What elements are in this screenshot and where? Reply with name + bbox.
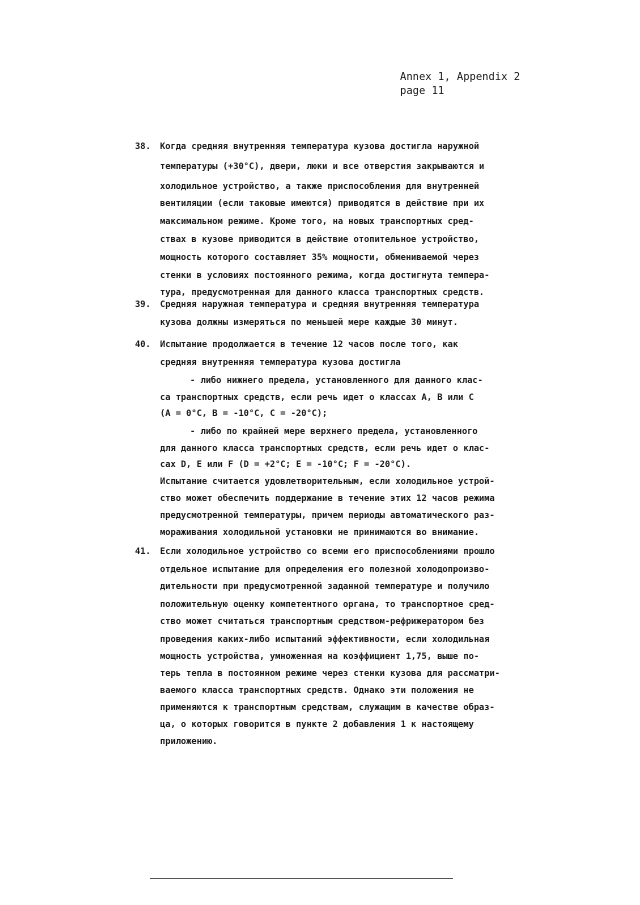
- paragraph-number: 41.: [135, 547, 151, 557]
- annex-reference: Annex 1, Appendix 2: [400, 71, 521, 83]
- paragraph-line: терь тепла в постоянном режиме через стенки кузова для рассматри-: [160, 669, 500, 679]
- paragraph-number: 39.: [135, 300, 151, 310]
- paragraph-line: мощность которого составляет 35% мощности, обмениваемой через: [160, 253, 480, 263]
- paragraph-line: ствах в кузове приводится в действие отопительное устройство,: [160, 235, 480, 245]
- paragraph-line: (A = 0°C, B = -10°C, C = -20°C);: [160, 409, 328, 419]
- paragraph-line: максимальном режиме. Кроме того, на новых транспортных сред-: [160, 217, 474, 227]
- paragraph-line: Когда средняя внутренняя температура кузова достигла наружной: [160, 142, 480, 152]
- paragraph-line: для данного класса транспортных средств, если речь идет о клас-: [160, 444, 490, 454]
- paragraph-line: ваемого класса транспортных средств. Однако эти положения не: [160, 686, 474, 696]
- paragraph-line: Средняя наружная температура и средняя внутренняя температура: [160, 300, 480, 310]
- paragraph-line: отдельное испытание для определения его полезной холодопроизво-: [160, 565, 490, 575]
- paragraph-line: холодильное устройство, а также приспособления для внутренней: [160, 182, 480, 192]
- list-item-line: - либо нижнего предела, установленного для данного клас-: [190, 376, 483, 386]
- page-header: [400, 70, 520, 98]
- paragraph-line: Испытание считается удовлетворительным, если холодильное устрой-: [160, 477, 495, 487]
- paragraph-line: предусмотренной температуры, причем периоды автоматического раз-: [160, 511, 495, 521]
- paragraph-line: ство может обеспечить поддержание в течение этих 12 часов режима: [160, 494, 495, 504]
- page-number: page 11: [400, 85, 445, 97]
- paragraph-line: мощность устройства, умноженная на коэффициент 1,75, выше по-: [160, 652, 480, 662]
- paragraph-line: положительную оценку компетентного органа, то транспортное сред-: [160, 600, 495, 610]
- paragraph-line: Если холодильное устройство со всеми его приспособлениями прошло: [160, 547, 495, 557]
- paragraph-line: применяются к транспортным средствам, служащим в качестве образ-: [160, 703, 495, 713]
- paragraph-line: температуры (+30°С), двери, люки и все отверстия закрываются и: [160, 162, 485, 172]
- paragraph-line: проведения каких-либо испытаний эффективности, если холодильная: [160, 635, 490, 645]
- paragraph-line: ца, о которых говорится в пункте 2 добавления 1 к настоящему: [160, 720, 474, 730]
- paragraph-line: мораживания холодильной установки не принимаются во внимание.: [160, 528, 480, 538]
- paragraph-line: ство может считаться транспортным средством-рефрижератором без: [160, 617, 485, 627]
- paragraph-line: сах D, E или F (D = +2°C; E = -10°C; F = -20°C).: [160, 460, 412, 470]
- paragraph-line: приложению.: [160, 737, 218, 747]
- list-item-line: - либо по крайней мере верхнего предела, установленного: [190, 427, 478, 437]
- footer-divider: [150, 878, 453, 879]
- paragraph-line: дительности при предусмотренной заданной температуре и получило: [160, 582, 490, 592]
- paragraph-line: стенки в условиях постоянного режима, когда достигнута темпера-: [160, 271, 490, 281]
- paragraph-line: тура, предусмотренная для данного класса транспортных средств.: [160, 288, 485, 298]
- paragraph-number: 38.: [135, 142, 151, 152]
- paragraph-number: 40.: [135, 340, 151, 350]
- paragraph-line: кузова должны измеряться по меньшей мере каждые 30 минут.: [160, 318, 459, 328]
- paragraph-line: вентиляции (если таковые имеются) приводятся в действие при их: [160, 199, 485, 209]
- paragraph-line: Испытание продолжается в течение 12 часов после того, как: [160, 340, 459, 350]
- paragraph-line: са транспортных средств, если речь идет о классах A, B или C: [160, 393, 474, 403]
- paragraph-line: средняя внутренняя температура кузова достигла: [160, 358, 401, 368]
